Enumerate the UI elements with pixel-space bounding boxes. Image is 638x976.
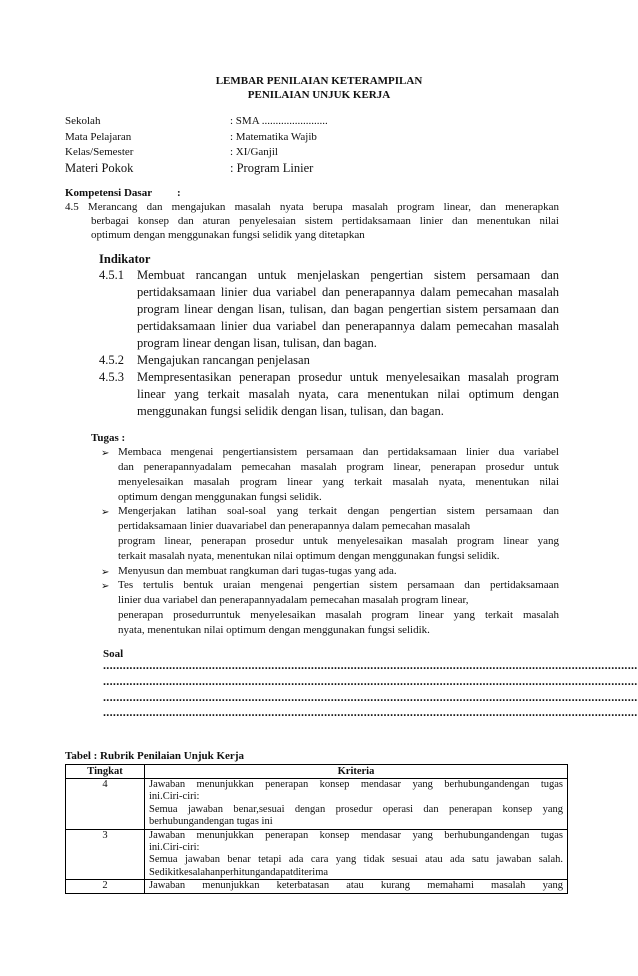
answer-line: ..................................................................................................................................................................	[103, 674, 638, 688]
tugas-line: linier dua variabel dan penerapannyadalam pemecahan masalah program linear,	[118, 594, 469, 606]
arrow-bullet-icon: ➢	[101, 581, 110, 592]
rubric-level: 2	[66, 880, 145, 893]
tugas-line: program linear, penerapan prosedur untuk menyelesaikan masalah program linear yang	[118, 535, 559, 547]
indikator-heading: Indikator	[99, 252, 151, 266]
rubric-col-criteria: Kriteria	[145, 765, 568, 779]
indikator-number: 4.5.1	[99, 268, 124, 282]
tugas-line: optimum dengan menggunakan fungsi selidik.	[118, 491, 322, 503]
indikator-line: menggunakan fungsi selidik dengan lisan, tulisan, dan bagan.	[137, 404, 444, 418]
rubric-criteria	[145, 779, 568, 830]
indikator-line: Membuat rancangan untuk menjelaskan pengertian sistem persamaan dan	[137, 268, 559, 282]
indikator-line: Mempresentasikan penerapan prosedur untuk menyelesaikan masalah program	[137, 370, 559, 384]
tugas-line: penerapan prosedurruntuk menyelesaikan masalah program linear yang terkait masalah	[118, 609, 559, 621]
tugas-line: Tes tertulis bentuk uraian mengenai pengertian sistem persamaan dan pertidaksamaan	[118, 579, 559, 591]
table-row	[66, 829, 568, 880]
identity-label-mapel: Mata Pelajaran	[65, 131, 132, 143]
criteria-line: Jawaban menunjukkan penerapan konsep mendasar yang berhubungandengan tugas	[149, 779, 563, 790]
criteria-line: ini.Ciri-ciri:	[149, 791, 200, 803]
indikator-line: pertidaksamaan linier dua variabel dan penerapannya dalam pemecahan masalah	[137, 285, 559, 299]
kompetensi-colon: :	[177, 187, 181, 199]
criteria-line: Sedikitkesalahanperhitungandapatditerima	[149, 866, 329, 878]
soal-heading: Soal	[103, 648, 124, 660]
tugas-line: menyelesaikan masalah program linear yang terkait masalah nyata, menentukan nilai	[118, 476, 559, 488]
criteria-line: ini.Ciri-ciri:	[149, 842, 200, 854]
document-subtitle: PENILAIAN UNJUK KERJA	[247, 89, 391, 101]
tugas-heading: Tugas :	[91, 432, 126, 444]
criteria-line: Semua jawaban benar tetapi ada cara yang tidak sesuai atau ada satu jawaban salah.	[149, 854, 563, 866]
indikator-line: Mengajukan rancangan penjelasan	[137, 353, 310, 367]
answer-line: ..................................................................................................................................................................	[103, 705, 638, 719]
tugas-line: terkait masalah nyata, menentukan nilai optimum dengan menggunakan fungsi selidik.	[118, 550, 500, 562]
kompetensi-line: berbagai konsep dan aturan penyelesaian sistem pertidaksamaan linier dan menentukan nilai	[91, 215, 559, 227]
document-title: LEMBAR PENILAIAN KETERAMPILAN	[215, 75, 423, 87]
identity-label-sekolah: Sekolah	[65, 115, 101, 127]
criteria-line: Semua jawaban benar,sesuai dengan prosedur operasi dan penerapan konsep yang	[149, 803, 563, 815]
identity-value-materi: : Program Linier	[230, 161, 314, 175]
tugas-line: pertidaksamaan linier duavariabel dan penerapannya dalam pemecahan masalah	[118, 520, 471, 532]
indikator-line: pertidaksamaan linier dua variabel dan penerapannya dalam pemecahan masalah	[137, 319, 559, 333]
kompetensi-line: optimum dengan menggunakan fungsi selidik yang ditetapkan	[91, 229, 365, 241]
rubric-criteria	[145, 880, 568, 893]
rubric-criteria	[145, 829, 568, 880]
rubric-header-row	[66, 765, 568, 779]
arrow-bullet-icon: ➢	[101, 507, 110, 518]
criteria-line: berhubungandengan tugas ini	[149, 816, 273, 828]
indikator-line: program linear dengan lisan, tulisan, dan bagan pengertian sistem persamaan dan	[137, 302, 559, 316]
arrow-bullet-icon: ➢	[101, 448, 110, 459]
tugas-line: nyata, menentukan nilai optimum dengan menggunakan fungsi selidik.	[118, 624, 430, 636]
indikator-line: program linear dengan lisan, tulisan, dan bagan.	[137, 336, 377, 350]
arrow-bullet-icon: ➢	[101, 567, 110, 578]
rubric-level: 3	[66, 829, 145, 880]
kompetensi-line: 4.5 Merancang dan mengajukan masalah nyata berupa masalah program linear, dan menerapkan	[65, 201, 559, 213]
kompetensi-heading: Kompetensi Dasar	[65, 187, 153, 199]
criteria-line: Jawaban menunjukkan keterbatasan atau kurang memahami masalah yang	[149, 880, 563, 892]
table-row	[66, 779, 568, 830]
answer-line: ..................................................................................................................................................................	[103, 658, 638, 672]
tugas-line: Mengerjakan latihan soal-soal yang terkait dengan pengertian sistem persamaan dan	[118, 505, 559, 517]
rubric-level: 4	[66, 779, 145, 830]
tugas-line: Menyusun dan membuat rangkuman dari tugas-tugas yang ada.	[118, 565, 397, 577]
tugas-line: Membaca mengenai pengertiansistem persamaan dan pertidaksamaan linier dua variabel	[118, 446, 559, 458]
indikator-line: linear yang terkait masalah nyata, cara menentukan nilai optimum dengan	[137, 387, 559, 401]
rubric-col-level: Tingkat	[66, 765, 145, 779]
identity-value-kelas: : XI/Ganjil	[230, 146, 278, 158]
identity-value-mapel: : Matematika Wajib	[230, 131, 317, 143]
tugas-line: dan penerapannyadalam pemecahan masalah program linear, penerapan prosedur untuk	[118, 461, 559, 473]
rubric-caption: Tabel : Rubrik Penilaian Unjuk Kerja	[65, 750, 244, 762]
identity-label-kelas: Kelas/Semester	[65, 146, 134, 158]
rubric-table	[65, 764, 568, 894]
answer-line: ..................................................................................................................................................................	[103, 690, 638, 704]
indikator-number: 4.5.2	[99, 353, 124, 367]
identity-value-sekolah: : SMA ........................	[230, 115, 328, 127]
indikator-number: 4.5.3	[99, 370, 124, 384]
identity-label-materi: Materi Pokok	[65, 161, 134, 175]
criteria-line: Jawaban menunjukkan penerapan konsep mendasar yang berhubungandengan tugas	[149, 829, 563, 841]
table-row	[66, 880, 568, 893]
